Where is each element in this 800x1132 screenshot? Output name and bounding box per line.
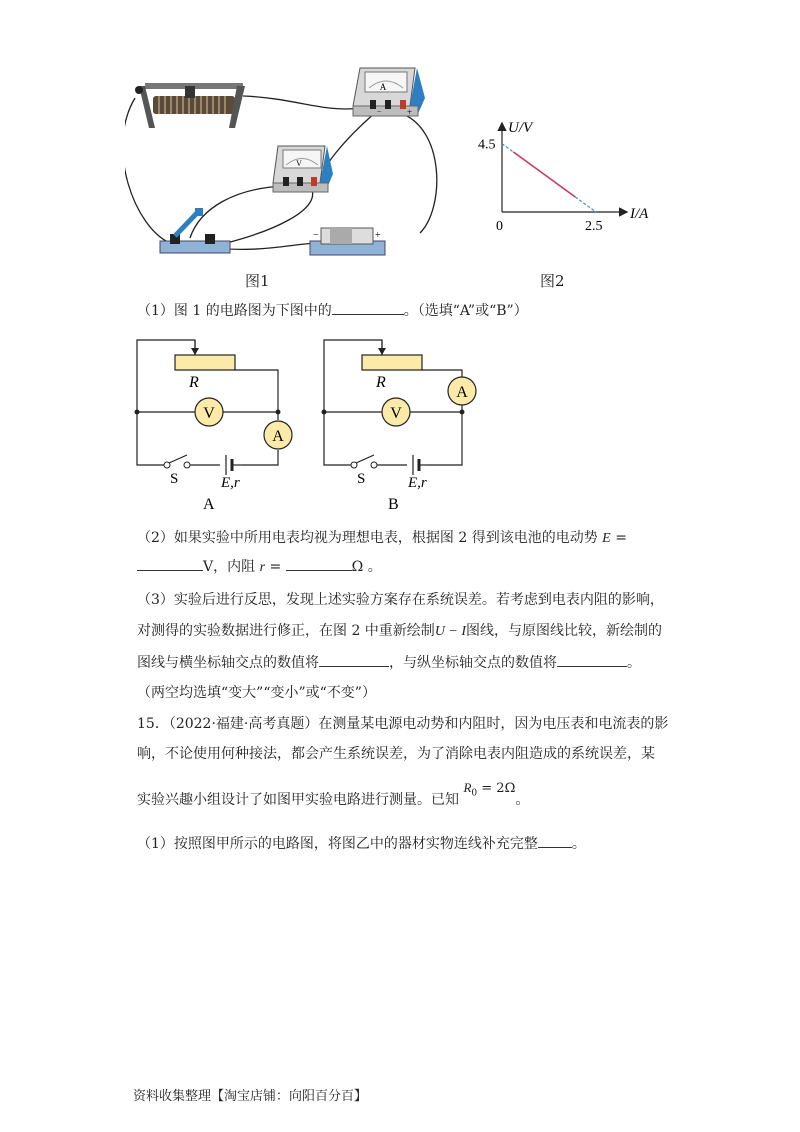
svg-text:R: R [376,374,386,391]
ammeter-letter: A [379,82,387,92]
battery-device [310,228,385,255]
switch-label: S [170,471,179,487]
extrapolation-dash-right [575,197,596,212]
question-15-line3: 实验兴趣小组设计了如图甲实验电路进行测量。已知 $R_0 = 2\Omega$。 [137,780,530,808]
answer-blank-r[interactable] [286,556,352,571]
answer-blank-1[interactable] [332,300,404,315]
svg-text:+: + [375,230,381,241]
question-15-line1: 15．（2022·福建·高考真题）在测量某电源电动势和内阻时，因为电压表和电流表的影 [137,716,669,732]
y-axis-label: U/V [508,120,533,136]
figure1-apparatus [125,58,445,268]
svg-text:V: V [390,405,402,422]
resistor-r [362,355,422,370]
svg-text:V: V [203,405,215,422]
question-15-sub1: （1）按照图甲所示的电路图，将图乙中的器材实物连线补充完整 。 [137,833,586,855]
x-axis-label: I/A [630,206,649,222]
page-footer: 资料收集整理【淘宝店铺：向阳百分百】 [133,1089,368,1104]
question-1: （1）图 1 的电路图为下图中的 。（选填“A”或“B”） [137,300,528,322]
svg-text:−: − [377,107,382,116]
x-tick-label: 2.5 [584,219,603,234]
svg-text:A: A [456,384,468,401]
question-15-line2: 响，不论使用何种接法，都会产生系统误差，为了消除电表内阻造成的系统误差，某 [137,746,655,762]
rheostat [135,83,245,128]
extrapolation-dash-left [502,144,513,152]
answer-blank-15-1[interactable] [538,833,572,848]
circuit-b-diagram [312,335,487,515]
figure2-caption: 图2 [540,272,565,290]
voltmeter-device [273,146,333,193]
r0-formula: $R_0 = 2\Omega$ [463,780,516,799]
resistor-r [175,355,235,370]
source-label: E,r [408,475,427,491]
answer-blank-3a[interactable] [319,652,389,667]
svg-text:A: A [272,428,284,445]
y-tick-label: 4.5 [478,137,496,153]
circuit-a-diagram [125,335,300,515]
answer-blank-emf[interactable] [137,556,203,571]
circuit-a-label: A [203,496,215,513]
question-2-line2: V，内阻 r = Ω 。 [137,556,382,579]
answer-blank-3b[interactable] [557,652,627,667]
svg-text:−: − [313,230,319,241]
figure2-ui-graph [470,112,670,242]
svg-text:R: R [189,374,199,391]
question-3-note: （两空均选填“变大”“变小”或“不变”） [137,685,376,701]
question-3-line2: 对测得的实验数据进行修正，在图 2 中重新绘制U − I图线，与原图线比较，新绘制的 [137,623,663,639]
question-2-line1: （2）如果实验中所用电表均视为理想电表，根据图 2 得到该电池的电动势 E = [137,530,627,546]
question-3-line3: 图线与横坐标轴交点的数值将 ，与纵坐标轴交点的数值将 。 [137,652,641,674]
ammeter-device [353,68,425,117]
source-label: E,r [221,475,240,491]
switch-label: S [357,471,366,487]
question-3-line1: （3）实验后进行反思，发现上述实验方案存在系统误差。若考虑到电表内阻的影响， [137,592,664,608]
voltmeter-letter: V [296,159,302,168]
svg-text:+: + [407,107,413,117]
figure1-caption: 图1 [245,272,270,290]
ui-data-line [513,152,575,197]
origin-label: 0 [496,219,503,234]
circuit-b-label: B [388,496,399,513]
switch-device [160,208,230,253]
